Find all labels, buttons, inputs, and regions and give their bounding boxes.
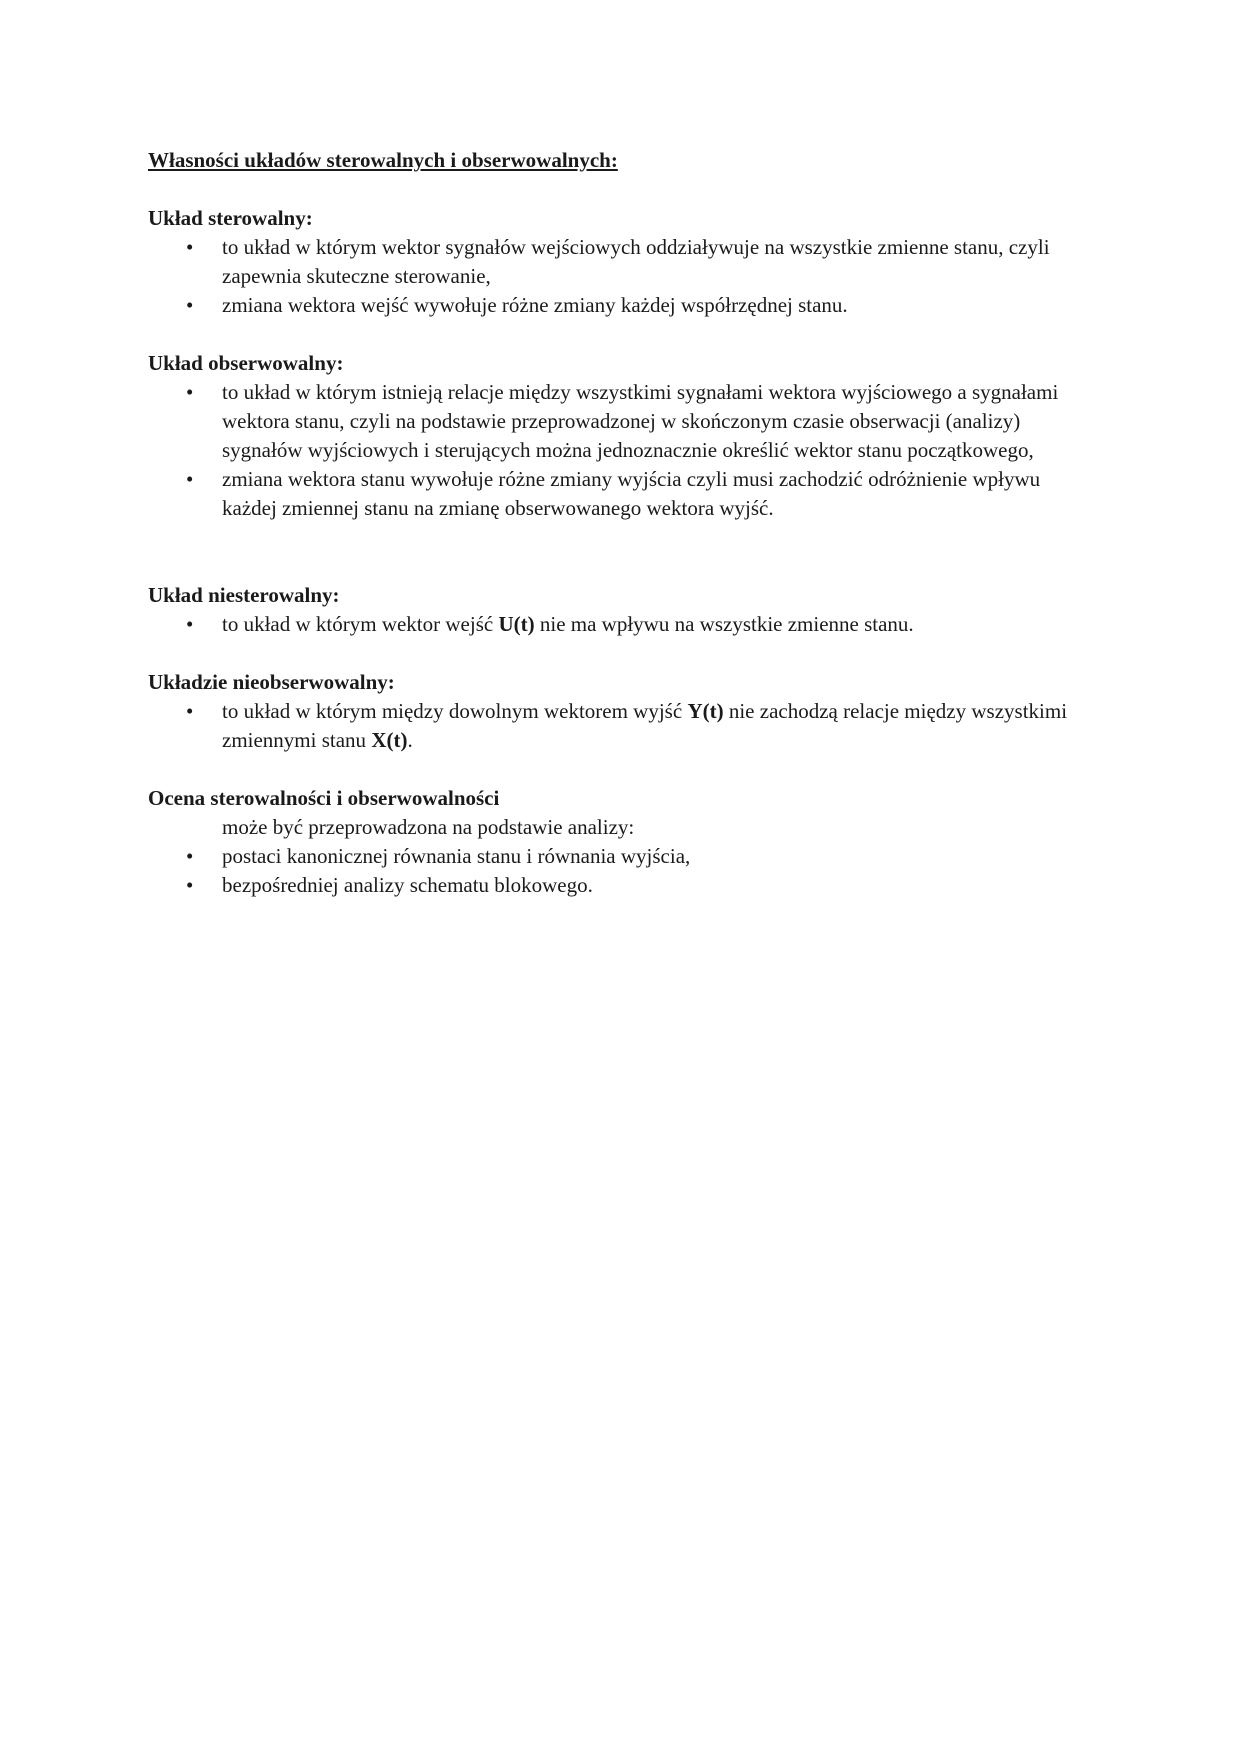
bullet-item: • to układ w którym istnieją relacje między wszystkimi sygnałami wektora wyjściowego a sygnałami wektora stanu, czyli na podstawie przeprowadzonej w skończonym czasie obserwacji (analizy) sygnałów wyjściowych i sterujących można jednoznacznie określić wektor stanu początkowego,: [148, 378, 1098, 465]
bullet-list: [148, 697, 1098, 755]
bullet-text: .: [407, 728, 413, 752]
section-heading: Układzie nieobserwowalny:: [148, 670, 395, 694]
bullet-text: to układ w którym między dowolnym wektorem wyjść: [222, 699, 688, 723]
bullet-list: [148, 610, 1098, 639]
bullet-list: [148, 842, 1098, 900]
section-ocena: [148, 784, 1098, 900]
bullet-item: • to układ w którym wektor sygnałów wejściowych oddziaływuje na wszystkie zmienne stanu, czyli zapewnia skuteczne sterowanie,: [148, 233, 1098, 291]
bullet-text: nie ma wpływu na wszystkie zmienne stanu.: [534, 612, 914, 636]
section-heading: Układ sterowalny:: [148, 206, 313, 230]
bullet-item: • zmiana wektora stanu wywołuje różne zmiany wyjścia czyli musi zachodzić odróżnienie wpływu każdej zmiennej stanu na zmianę obserwowanego wektora wyjść.: [148, 465, 1098, 523]
bullet-item: • postaci kanonicznej równania stanu i równania wyjścia,: [148, 842, 1098, 871]
section-nieobserwowalny: [148, 668, 1098, 755]
bullet-list: [148, 233, 1098, 320]
document-title: Własności układów sterowalnych i obserwowalnych:: [148, 148, 618, 172]
bullet-item: [148, 697, 1098, 755]
section-niesterowalny: [148, 581, 1098, 639]
section-heading: Układ niesterowalny:: [148, 583, 340, 607]
symbol-text: Y(t): [687, 699, 724, 723]
bullet-item: • bezpośredniej analizy schematu blokowego.: [148, 871, 1098, 900]
symbol-text: X(t): [371, 728, 408, 752]
bullet-item: [148, 610, 1098, 639]
bullet-text: nie zachodzą relacje między wszystkimi zmiennymi stanu: [222, 699, 1068, 752]
bullet-item: • zmiana wektora wejść wywołuje różne zmiany każdej współrzędnej stanu.: [148, 291, 1098, 320]
section-heading: Układ obserwowalny:: [148, 351, 344, 375]
document-content: [148, 146, 1098, 900]
bullet-text: to układ w którym wektor wejść: [222, 612, 499, 636]
section-heading: Ocena sterowalności i obserwowalności: [148, 786, 500, 810]
bullet-list: [148, 378, 1098, 523]
section-sterowalny: [148, 204, 1098, 320]
section-intro: może być przeprowadzona na podstawie analizy:: [222, 815, 635, 839]
symbol-text: U(t): [498, 612, 535, 636]
section-obserwowalny: [148, 349, 1098, 523]
